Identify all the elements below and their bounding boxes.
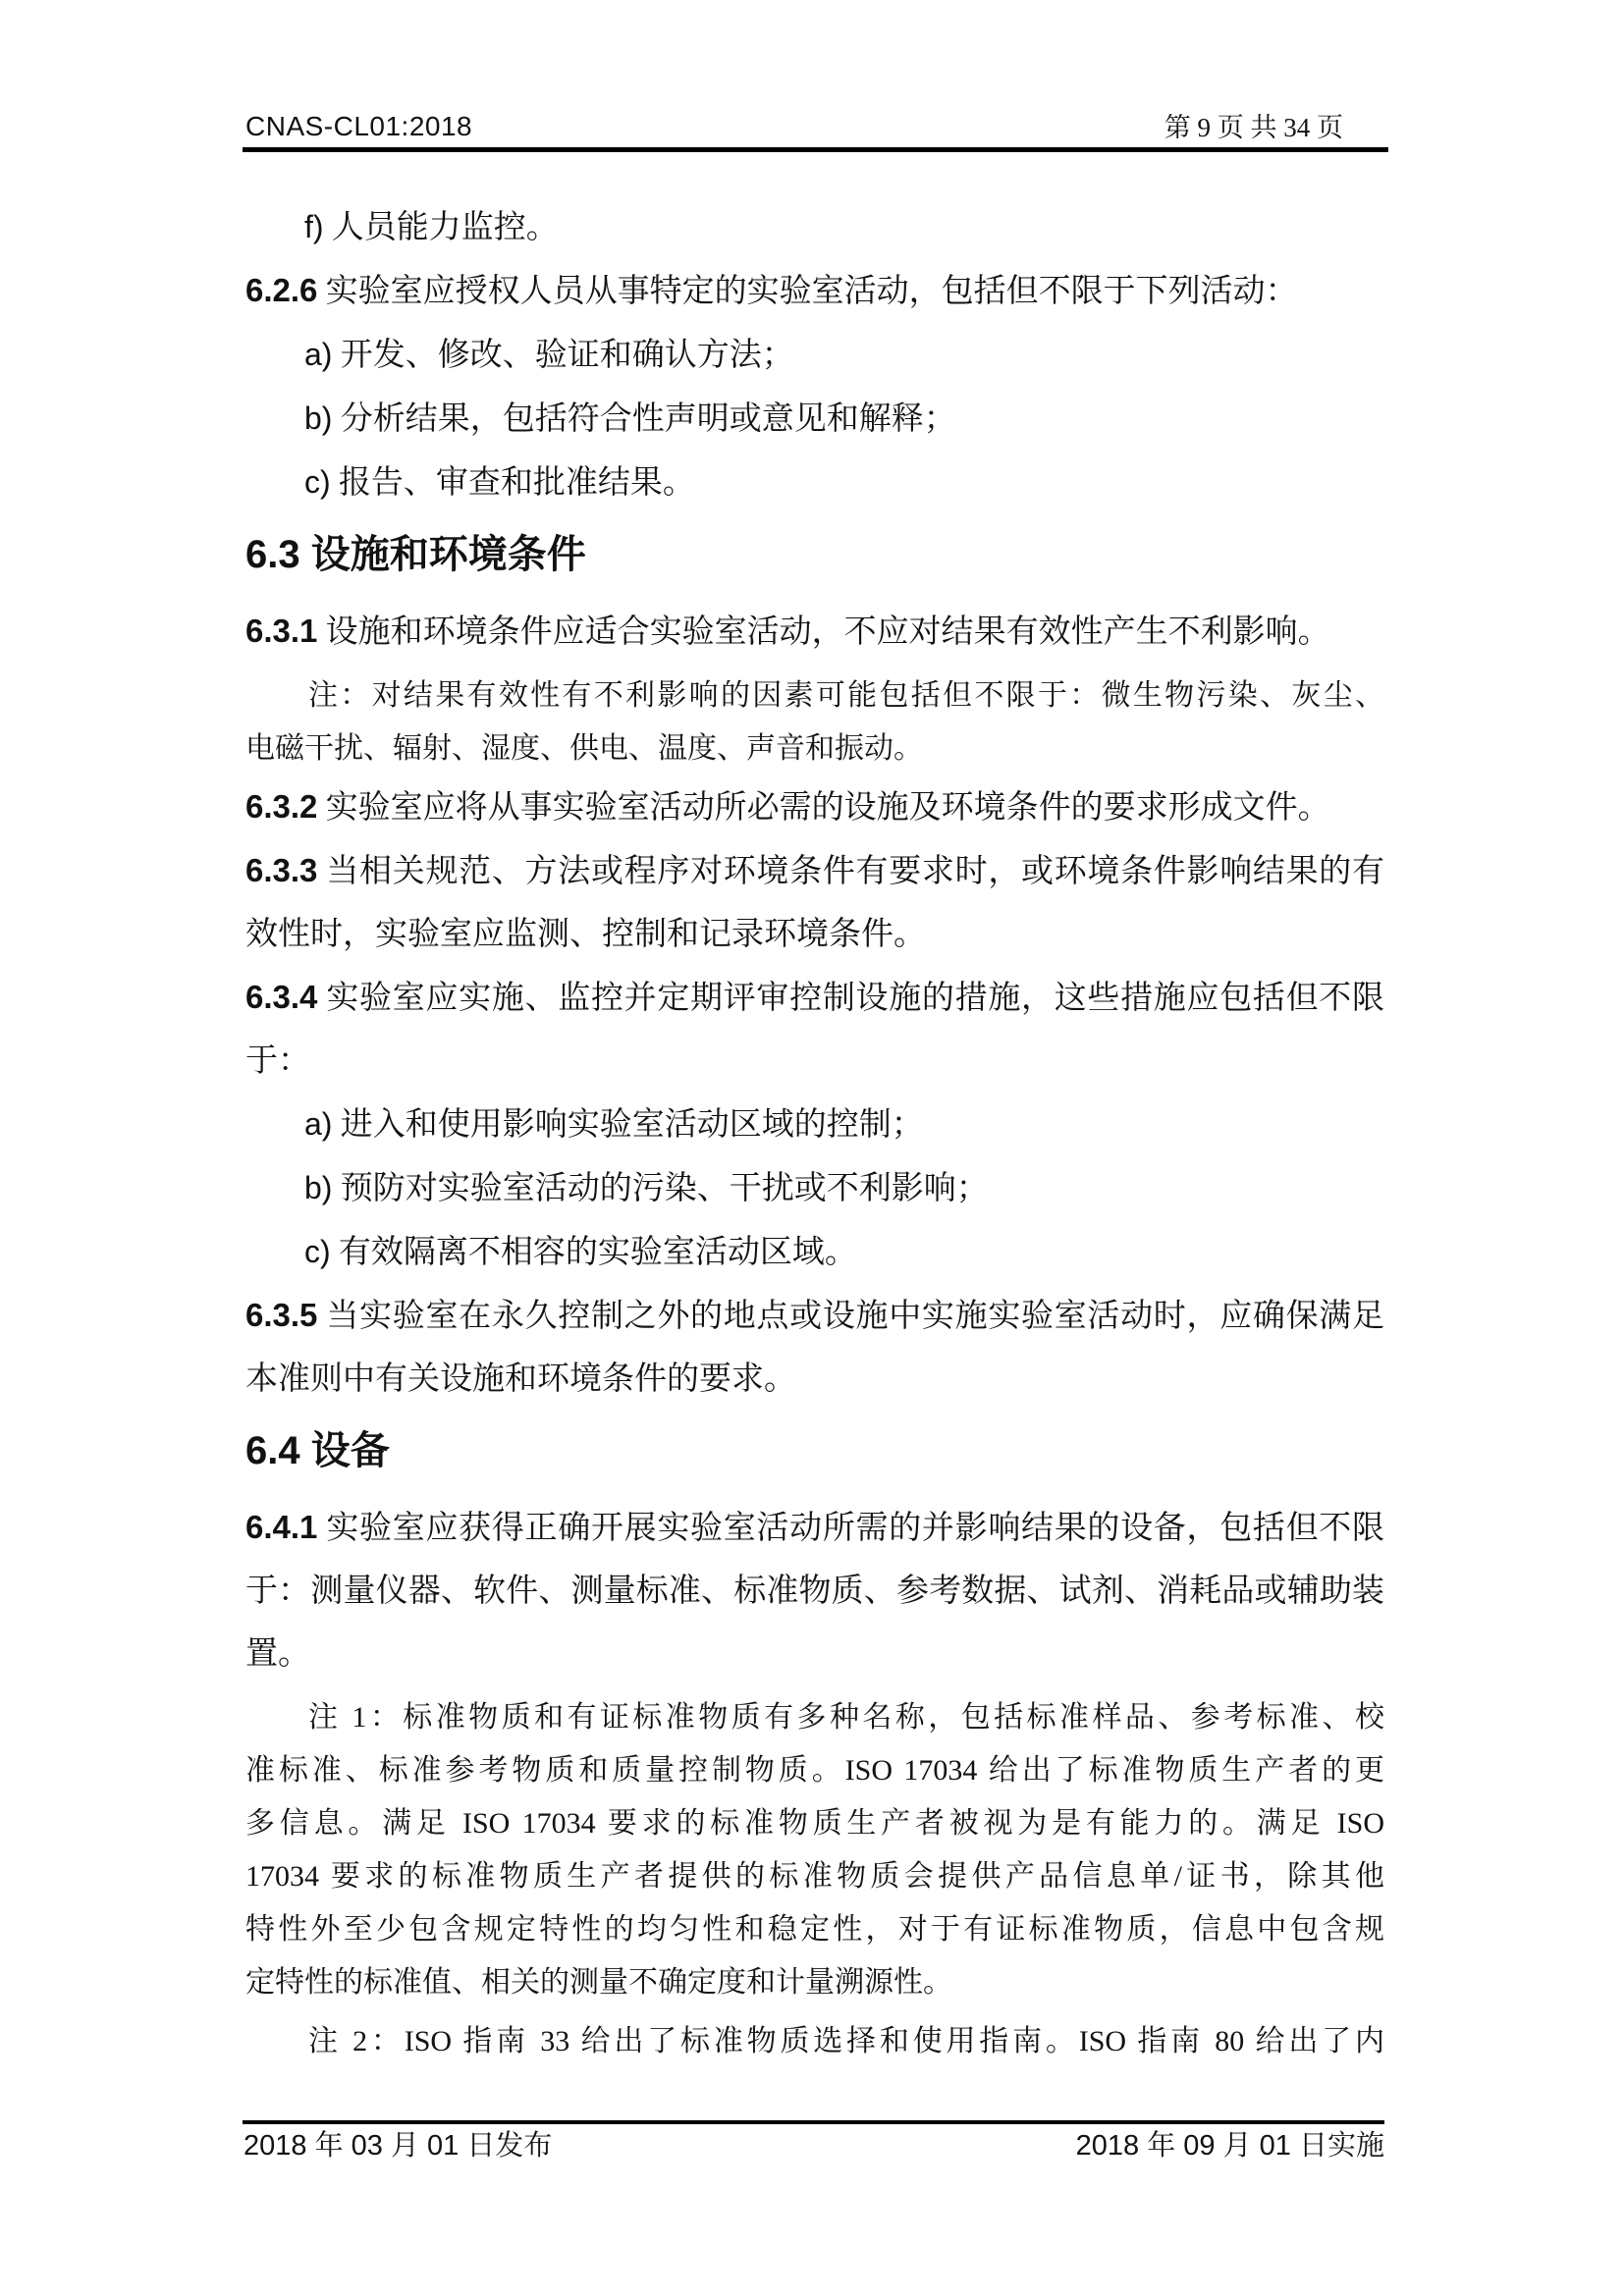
list-item-a bbox=[245, 1093, 1384, 1156]
body-line: 注：对结果有效性有不利影响的因素可能包括但不限于：微生物污染、灰尘、 bbox=[308, 679, 1384, 712]
list-item-b bbox=[245, 1156, 1384, 1220]
section-heading-6.4 bbox=[245, 1416, 1384, 1485]
footer-rule bbox=[243, 2120, 1384, 2124]
body-line: 于：测量仪器、软件、测量标准、标准物质、参考数据、试剂、消耗品或辅助装 bbox=[245, 1574, 1384, 1609]
body-line: 17034 要求的标准物质生产者提供的标准物质会提供产品信息单/证书，除其他 bbox=[245, 1860, 1384, 1893]
footer-implement-date: 2018 年 09 月 01 日实施 bbox=[1075, 2130, 1384, 2162]
body-line: 置。 bbox=[245, 1636, 310, 1672]
body-line: 6.3.3 当相关规范、方法或程序对环境条件有要求时，或环境条件影响结果的有 bbox=[245, 852, 1384, 889]
body-line: 特性外至少包含规定特性的均匀性和稳定性，对于有证标准物质，信息中包含规 bbox=[245, 1913, 1384, 1946]
body-line: 效性时，实验室应监测、控制和记录环境条件。 bbox=[245, 917, 926, 952]
body-line: b) 预防对实验室活动的污染、干扰或不利影响； bbox=[304, 1170, 989, 1206]
body-line: 6.3 设施和环境条件 bbox=[245, 533, 586, 576]
list-marker: b) bbox=[304, 400, 333, 436]
list-item-c bbox=[245, 1220, 1384, 1284]
clause-paragraph-6.3.4 bbox=[245, 966, 1384, 1093]
clause-number: 6.3.1 bbox=[245, 613, 318, 649]
list-marker: b) bbox=[304, 1170, 333, 1205]
clause-paragraph-6.4.1 bbox=[245, 1496, 1384, 1685]
header-doc-code: CNAS-CL01:2018 bbox=[245, 111, 473, 141]
body-line: f) 人员能力监控。 bbox=[304, 209, 559, 245]
page-body bbox=[245, 195, 1384, 2068]
body-line: 6.3.4 实验室应实施、监控并定期评审控制设施的措施，这些措施应包括但不限 bbox=[245, 979, 1384, 1016]
body-line: 准标准、标准参考物质和质量控制物质。ISO 17034 给出了标准物质生产者的更 bbox=[245, 1754, 1384, 1787]
clause-number: 6.3.4 bbox=[245, 979, 318, 1015]
body-line: a) 开发、修改、验证和确认方法； bbox=[304, 337, 794, 373]
clause-paragraph-6.2.6 bbox=[245, 259, 1384, 323]
body-line: 6.2.6 实验室应授权人员从事特定的实验室活动，包括但不限于下列活动： bbox=[245, 272, 1298, 309]
clause-number: 6.2.6 bbox=[245, 272, 318, 308]
body-line: a) 进入和使用影响实验室活动区域的控制； bbox=[304, 1106, 924, 1143]
body-line: 注 1：标准物质和有证标准物质有多种名称，包括标准样品、参考标准、校 bbox=[308, 1701, 1384, 1734]
body-line: 6.4.1 实验室应获得正确开展实验室活动所需的并影响结果的设备，包括但不限 bbox=[245, 1509, 1384, 1546]
list-item-b bbox=[245, 387, 1384, 451]
list-marker: c) bbox=[304, 464, 331, 500]
body-line: 定特性的标准值、相关的测量不确定度和计量溯源性。 bbox=[245, 1966, 952, 1999]
body-line: 电磁干扰、辐射、湿度、供电、温度、声音和振动。 bbox=[245, 732, 923, 765]
body-line: 多信息。满足 ISO 17034 要求的标准物质生产者被视为是有能力的。满足 ISO bbox=[245, 1807, 1384, 1840]
body-line: c) 有效隔离不相容的实验室活动区域。 bbox=[304, 1234, 857, 1270]
body-line: 6.4 设备 bbox=[245, 1429, 390, 1472]
clause-paragraph-6.3.3 bbox=[245, 839, 1384, 966]
clause-number: 6.4.1 bbox=[245, 1509, 318, 1545]
header-page-number: 第 9 页 共 34 页 bbox=[1164, 113, 1343, 142]
list-marker: f) bbox=[304, 209, 324, 244]
clause-paragraph-6.3.1 bbox=[245, 600, 1384, 664]
body-line: b) 分析结果，包括符合性声明或意见和解释； bbox=[304, 400, 956, 437]
body-line: 注 2：ISO 指南 33 给出了标准物质选择和使用指南。ISO 指南 80 给出了内 bbox=[308, 2025, 1384, 2057]
list-marker: a) bbox=[304, 1106, 333, 1142]
clause-number: 6.4 bbox=[245, 1429, 300, 1472]
list-item-a bbox=[245, 323, 1384, 387]
section-heading-6.3 bbox=[245, 520, 1384, 589]
clause-paragraph-6.3.2 bbox=[245, 775, 1384, 839]
list-marker: c) bbox=[304, 1234, 331, 1269]
list-item-c bbox=[245, 451, 1384, 514]
body-line: 6.3.5 当实验室在永久控制之外的地点或设施中实施实验室活动时，应确保满足 bbox=[245, 1297, 1384, 1334]
note-paragraph bbox=[245, 669, 1384, 775]
footer-issue-date: 2018 年 03 月 01 日发布 bbox=[244, 2130, 553, 2162]
note-paragraph bbox=[245, 1691, 1384, 2009]
clause-paragraph-6.3.5 bbox=[245, 1284, 1384, 1411]
list-marker: a) bbox=[304, 337, 333, 372]
clause-number: 6.3.3 bbox=[245, 852, 318, 888]
body-line: 6.3.1 设施和环境条件应适合实验室活动，不应对结果有效性产生不利影响。 bbox=[245, 613, 1330, 650]
body-line: 于： bbox=[245, 1043, 310, 1079]
body-line: c) 报告、审查和批准结果。 bbox=[304, 464, 695, 501]
note-paragraph bbox=[245, 2015, 1384, 2068]
body-line: 本准则中有关设施和环境条件的要求。 bbox=[245, 1362, 796, 1397]
clause-number: 6.3 bbox=[245, 533, 300, 576]
clause-number: 6.3.5 bbox=[245, 1297, 318, 1333]
list-item-f bbox=[245, 195, 1384, 259]
body-line: 6.3.2 实验室应将从事实验室活动所必需的设施及环境条件的要求形成文件。 bbox=[245, 788, 1330, 826]
header-rule bbox=[243, 147, 1388, 152]
clause-number: 6.3.2 bbox=[245, 788, 318, 825]
